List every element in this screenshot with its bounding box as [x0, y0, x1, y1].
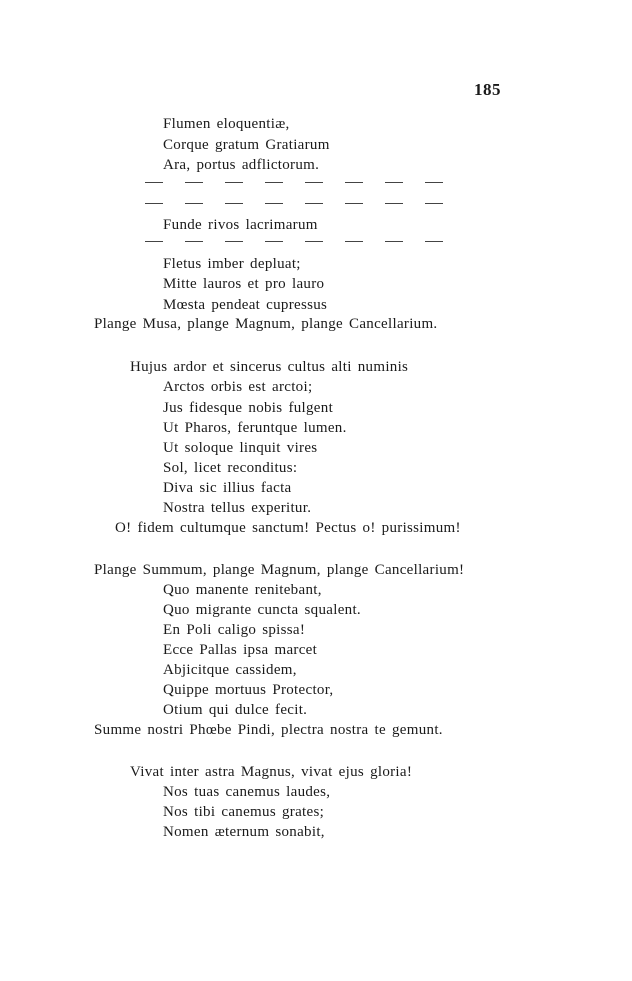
- refrain-line: O! fidem cultumque sanctum! Pectus o! purissimum!: [115, 520, 461, 536]
- verse-line: Ara, portus adflictorum.: [163, 157, 320, 173]
- verse-line: Quo migrante cuncta squalent.: [163, 602, 361, 618]
- verse-line: Sol, licet reconditus:: [163, 460, 298, 476]
- verse-line: Jus fidesque nobis fulgent: [163, 400, 334, 416]
- verse-line: Abjicitque cassidem,: [163, 662, 297, 678]
- verse-line: En Poli caligo spissa!: [163, 622, 306, 638]
- verse-line: Ut Pharos, feruntque lumen.: [163, 420, 347, 436]
- verse-line: Flumen eloquentiæ,: [163, 116, 290, 132]
- page-number: 185: [474, 80, 501, 99]
- verse-line: Mitte lauros et pro lauro: [163, 276, 325, 292]
- verse-line: Arctos orbis est arctoi;: [163, 379, 313, 395]
- refrain-line: Plange Musa, plange Magnum, plange Cancellarium.: [94, 316, 438, 332]
- verse-line: Nomen æternum sonabit,: [163, 824, 325, 840]
- verse-line: Ut soloque linquit vires: [163, 440, 318, 456]
- verse-line: Corque gratum Gratiarum: [163, 137, 330, 153]
- verse-line: Nos tibi canemus grates;: [163, 804, 325, 820]
- verse-line: Quo manente renitebant,: [163, 582, 322, 598]
- stanza-opening-line: Vivat inter astra Magnus, vivat ejus gloria!: [130, 764, 413, 780]
- ellipsis-dash-row: [145, 173, 445, 193]
- verse-line: Ecce Pallas ipsa marcet: [163, 642, 318, 658]
- verse-line: Quippe mortuus Protector,: [163, 682, 334, 698]
- verse-line: Funde rivos lacrimarum: [163, 217, 318, 233]
- verse-line: Nostra tellus experitur.: [163, 500, 312, 516]
- stanza-opening-line: Plange Summum, plange Magnum, plange Cancellarium!: [94, 562, 465, 578]
- verse-line: Fletus imber depluat;: [163, 256, 301, 272]
- refrain-line: Summe nostri Phœbe Pindi, plectra nostra te gemunt.: [94, 722, 443, 738]
- verse-line: Nos tuas canemus laudes,: [163, 784, 331, 800]
- verse-line: Diva sic illius facta: [163, 480, 292, 496]
- stanza-opening-line: Hujus ardor et sincerus cultus alti numinis: [130, 359, 409, 375]
- verse-line: Otium qui dulce fecit.: [163, 702, 308, 718]
- verse-line: Mœsta pendeat cupressus: [163, 297, 328, 313]
- ellipsis-dash-row: [145, 232, 445, 252]
- ellipsis-dash-row: [145, 194, 445, 214]
